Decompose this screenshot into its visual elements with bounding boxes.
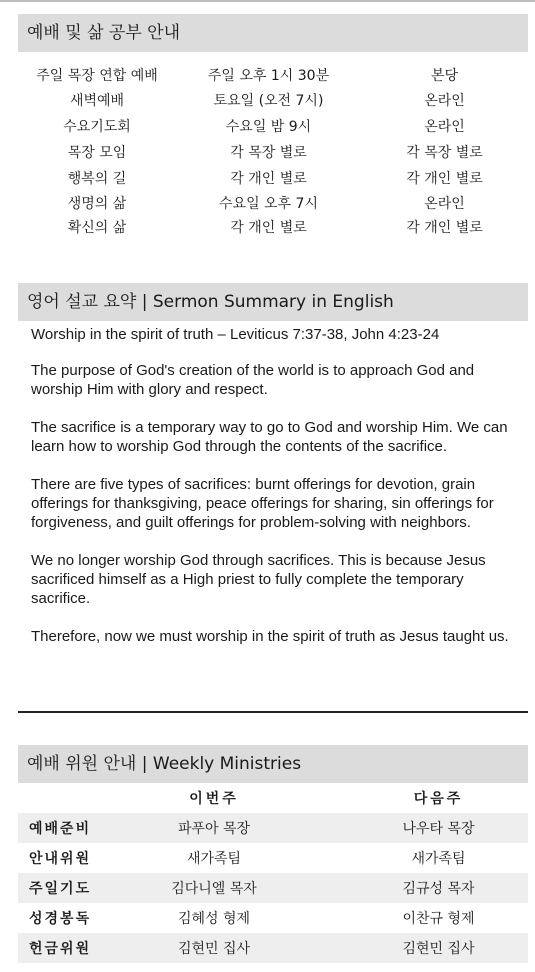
service-name: 새벽예배 [69,93,125,109]
table-row [18,873,528,903]
this-week-assignee: 김혜성 형제 [177,911,251,927]
service-time: 각 개인 별로 [230,220,307,236]
sermon-paragraph: The sacrifice is a temporary way to go to God and worship Him. We can learn how to worship God through the contents of the sacrifice. [31,419,508,455]
sermon-paragraph: Therefore, now we must worship in the spirit of truth as Jesus taught us. [31,628,509,645]
service-place: 온라인 [424,93,465,109]
next-week-assignee: 김규성 목자 [289,873,528,903]
service-place: 온라인 [424,195,465,212]
ministry-role: 헌금위원 [18,933,139,963]
sermon-paragraph: There are five types of sacrifices: burnt offerings for devotion, grain offerings for thanksgiving, peace offerings for sharing, sin offerings for forgiveness, and guilt offerings for problem-solving with neighbors. [31,476,494,531]
this-week-assignee: 파푸아 목장 [139,813,289,843]
service-name: 주일 목장 연합 예배 [36,68,158,84]
next-week-assignee: 이찬규 형제 [402,911,475,927]
table-header-row [18,783,528,813]
worship-schedule-table [18,63,528,239]
table-row [18,215,528,239]
table-row [18,139,528,165]
service-time: 수요일 밤 9시 [225,119,312,135]
service-name: 생명의 삶 [67,195,127,212]
table-row [18,903,528,933]
next-week-header: 다음주 [413,791,464,807]
service-time: 각 목장 별로 [230,145,307,161]
table-row [18,63,528,87]
ministry-role: 주일기도 [18,873,139,903]
ministry-role: 안내위원 [29,851,92,867]
sermon-paragraph: We no longer worship God through sacrifices. This is because Jesus sacrificed himself as a High priest to fully complete the temporary sacrifice. [31,552,486,607]
section-divider [18,711,528,713]
table-row [18,813,528,843]
service-name: 확신의 삶 [67,220,127,236]
service-time: 수요일 오후 7시 [219,195,318,212]
sermon-paragraph: The purpose of God's creation of the world is to approach God and worship Him with glory and respect. [31,362,475,398]
ministry-role: 예배준비 [18,813,139,843]
service-place: 각 개인 별로 [406,220,483,236]
next-week-assignee: 김현민 집사 [289,933,528,963]
service-place: 본당 [430,68,459,84]
service-time: 각 개인 별로 [230,170,307,187]
service-name: 행복의 길 [67,170,127,187]
service-time: 토요일 (오전 7시) [213,93,324,109]
table-row [18,190,528,215]
service-place: 각 개인 별로 [406,170,483,187]
ministries-heading: 예배 위원 안내 | Weekly Ministries [18,745,528,783]
sermon-paragraph: Worship in the spirit of truth – Leviticus 7:37-38, John 4:23-24 [31,326,440,343]
service-place: 온라인 [424,119,465,135]
table-row [18,843,528,873]
sermon-summary-body [31,325,509,665]
service-name: 목장 모임 [67,145,127,161]
sermon-summary-heading: 영어 설교 요약 | Sermon Summary in English [18,283,528,321]
next-week-assignee: 새가족팀 [411,851,466,867]
this-week-assignee: 김다니엘 목자 [139,873,289,903]
worship-schedule-heading: 예배 및 삶 공부 안내 [18,14,528,52]
this-week-header: 이번주 [189,791,239,807]
table-row [18,87,528,113]
this-week-assignee: 새가족팀 [186,851,242,867]
top-border [0,0,535,2]
this-week-assignee: 김현민 집사 [139,933,289,963]
ministry-role: 성경봉독 [29,911,92,927]
table-row [18,165,528,190]
table-row [18,113,528,139]
next-week-assignee: 나우타 목장 [289,813,528,843]
role-column-header [18,783,139,813]
service-place: 각 목장 별로 [406,145,483,161]
table-row [18,933,528,963]
service-time: 주일 오후 1시 30분 [207,68,330,84]
service-name: 수요기도회 [63,119,131,135]
ministries-table [18,783,528,963]
